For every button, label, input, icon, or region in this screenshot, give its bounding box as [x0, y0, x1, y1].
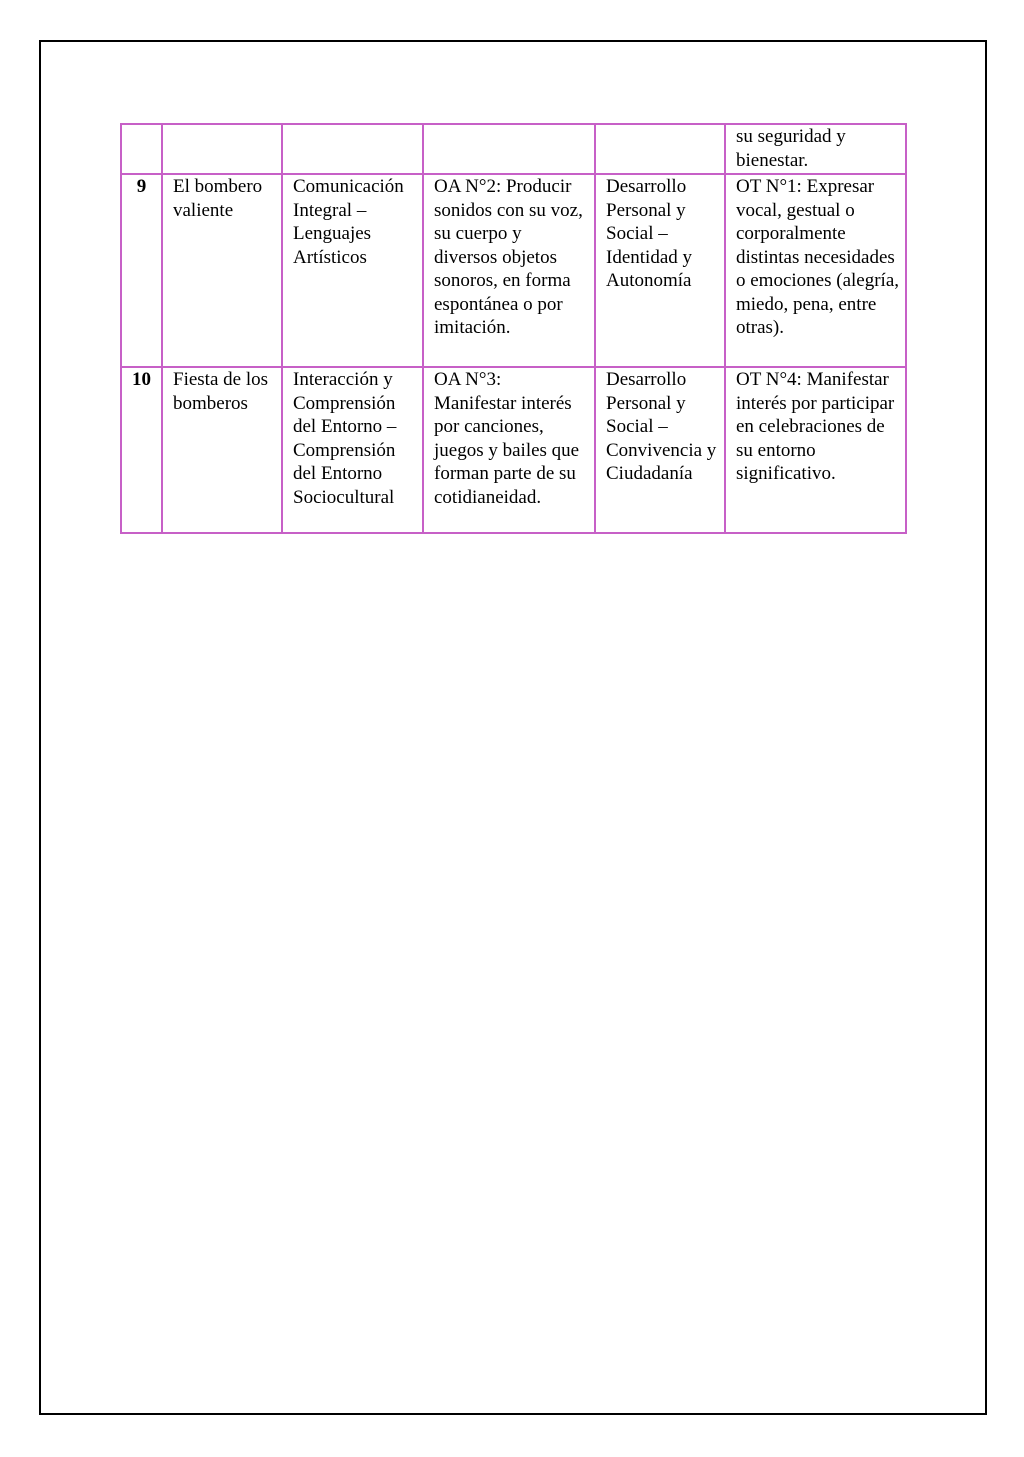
- row-number: [121, 124, 162, 174]
- ot-cell: su seguridad y bienestar.: [725, 124, 906, 174]
- table-row: [121, 174, 906, 367]
- ot-nucleo-cell: Desarrollo Personal y Social – Convivencia y Ciudadanía: [595, 367, 725, 533]
- ot-nucleo-cell: [595, 124, 725, 174]
- experience-title: El bombero valiente: [162, 174, 282, 367]
- oa-cell: [423, 124, 595, 174]
- experience-title: Fiesta de los bomberos: [162, 367, 282, 533]
- ot-cell: OT N°1: Expresar vocal, gestual o corporalmente distintas necesidades o emociones (alegría, miedo, pena, entre otras).: [725, 174, 906, 367]
- planning-table: [120, 123, 907, 534]
- ambito-cell: Comunicación Integral – Lenguajes Artísticos: [282, 174, 423, 367]
- oa-cell: OA N°3: Manifestar interés por canciones, juegos y bailes que forman parte de su cotidianeidad.: [423, 367, 595, 533]
- ot-nucleo-cell: Desarrollo Personal y Social – Identidad y Autonomía: [595, 174, 725, 367]
- experience-title: [162, 124, 282, 174]
- oa-cell: OA N°2: Producir sonidos con su voz, su cuerpo y diversos objetos sonoros, en forma espontánea o por imitación.: [423, 174, 595, 367]
- row-number: 9: [121, 174, 162, 367]
- table-row: [121, 367, 906, 533]
- row-number: 10: [121, 367, 162, 533]
- ot-cell: OT N°4: Manifestar interés por participar en celebraciones de su entorno significativo.: [725, 367, 906, 533]
- table-row: [121, 124, 906, 174]
- ambito-cell: Interacción y Comprensión del Entorno – Comprensión del Entorno Sociocultural: [282, 367, 423, 533]
- ambito-cell: [282, 124, 423, 174]
